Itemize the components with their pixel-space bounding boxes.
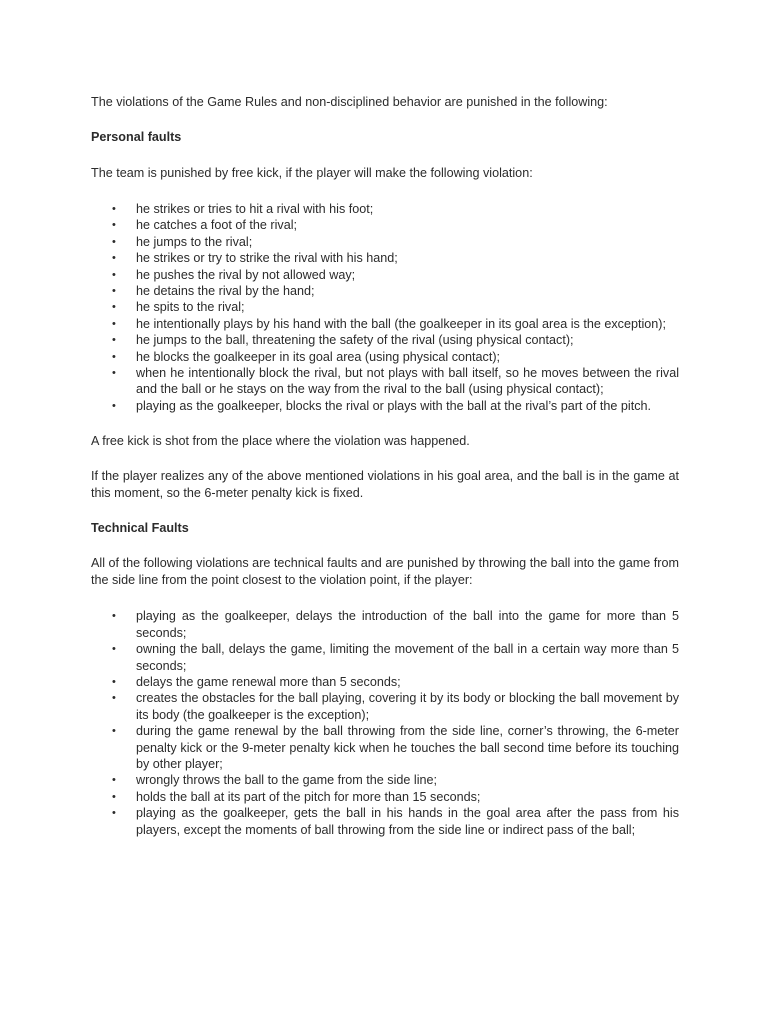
bullet-icon: • bbox=[112, 301, 116, 314]
list-item-text: he jumps to the rival; bbox=[136, 234, 253, 249]
list-item bbox=[91, 201, 679, 217]
list-item bbox=[91, 250, 679, 266]
list-item-text: playing as the goalkeeper, delays the introduction of the ball into the game for more than 5 seconds; bbox=[136, 609, 679, 640]
list-item-text: owning the ball, delays the game, limiting the movement of the ball in a certain way more than 5 seconds; bbox=[136, 642, 679, 673]
list-item bbox=[91, 789, 679, 805]
personal-faults-list bbox=[91, 201, 679, 414]
list-item bbox=[91, 365, 679, 398]
list-item bbox=[91, 723, 679, 772]
list-item bbox=[91, 234, 679, 250]
list-item bbox=[91, 299, 679, 315]
list-item-text: he strikes or try to strike the rival with his hand; bbox=[136, 251, 398, 266]
list-item-text: he jumps to the ball, threatening the safety of the rival (using physical contact); bbox=[136, 333, 574, 348]
bullet-icon: • bbox=[112, 285, 116, 298]
list-item bbox=[91, 332, 679, 348]
bullet-icon: • bbox=[112, 350, 116, 363]
bullet-icon: • bbox=[112, 692, 116, 705]
list-item-text: he detains the rival by the hand; bbox=[136, 284, 315, 299]
list-item bbox=[91, 283, 679, 299]
list-item-text: holds the ball at its part of the pitch for more than 15 seconds; bbox=[136, 789, 481, 804]
bullet-icon: • bbox=[112, 317, 116, 330]
technical-faults-heading: Technical Faults bbox=[91, 521, 189, 536]
list-item bbox=[91, 349, 679, 365]
list-item bbox=[91, 398, 679, 414]
list-item-text: he intentionally plays by his hand with the ball (the goalkeeper in its goal area is the exception); bbox=[136, 316, 666, 331]
goal-area-note: If the player realizes any of the above mentioned violations in his goal area, and the ball is in the game at this moment, so the 6-meter penalty kick is fixed. bbox=[91, 469, 679, 501]
bullet-icon: • bbox=[112, 219, 116, 232]
list-item bbox=[91, 217, 679, 233]
bullet-icon: • bbox=[112, 399, 116, 412]
list-item bbox=[91, 608, 679, 641]
list-item-text: he blocks the goalkeeper in its goal area (using physical contact); bbox=[136, 349, 501, 364]
bullet-icon: • bbox=[112, 610, 116, 623]
list-item-text: during the game renewal by the ball throwing from the side line, corner’s throwing, the 6-meter penalty kick or the 9-meter penalty kick when he touches the ball second time before its touching by other player; bbox=[136, 724, 679, 771]
list-item-text: he spits to the rival; bbox=[136, 300, 245, 315]
personal-faults-lead: The team is punished by free kick, if the player will make the following violation: bbox=[91, 166, 533, 180]
list-item-text: wrongly throws the ball to the game from the side line; bbox=[136, 773, 438, 788]
list-item-text: creates the obstacles for the ball playing, covering it by its body or blocking the ball movement by its body (the goalkeeper is the exception); bbox=[136, 691, 679, 722]
list-item bbox=[91, 805, 679, 838]
bullet-icon: • bbox=[112, 790, 116, 803]
list-item-text: when he intentionally block the rival, but not plays with ball itself, so he moves between the rival and the ball or he stays on the way from the rival to the ball (using physical contact); bbox=[136, 366, 679, 397]
list-item bbox=[91, 690, 679, 723]
list-item-text: he catches a foot of the rival; bbox=[136, 218, 298, 233]
list-item-text: playing as the goalkeeper, blocks the rival or plays with the ball at the rival’s part of the pitch. bbox=[136, 398, 651, 413]
bullet-icon: • bbox=[112, 268, 116, 281]
list-item bbox=[91, 641, 679, 674]
list-item-text: playing as the goalkeeper, gets the ball in his hands in the goal area after the pass from his players, except the moments of ball throwing from the side line or indirect pass of the ball; bbox=[136, 806, 679, 837]
bullet-icon: • bbox=[112, 675, 116, 688]
list-item-text: he pushes the rival by not allowed way; bbox=[136, 267, 356, 282]
list-item bbox=[91, 772, 679, 788]
bullet-icon: • bbox=[112, 235, 116, 248]
list-item bbox=[91, 316, 679, 332]
bullet-icon: • bbox=[112, 252, 116, 265]
personal-faults-heading: Personal faults bbox=[91, 130, 182, 144]
bullet-icon: • bbox=[112, 367, 116, 380]
bullet-icon: • bbox=[112, 807, 116, 820]
intro-paragraph: The violations of the Game Rules and non-disciplined behavior are punished in the following: bbox=[91, 95, 608, 109]
technical-faults-list bbox=[91, 608, 679, 838]
technical-faults-lead: All of the following violations are technical faults and are punished by throwing the ball into the game from the side line from the point closest to the violation point, if the player: bbox=[91, 556, 679, 588]
list-item-text: delays the game renewal more than 5 seconds; bbox=[136, 674, 401, 689]
bullet-icon: • bbox=[112, 725, 116, 738]
bullet-icon: • bbox=[112, 774, 116, 787]
free-kick-note: A free kick is shot from the place where the violation was happened. bbox=[91, 434, 470, 449]
bullet-icon: • bbox=[112, 203, 116, 215]
bullet-icon: • bbox=[112, 334, 116, 347]
list-item bbox=[91, 674, 679, 690]
bullet-icon: • bbox=[112, 643, 116, 656]
list-item-text: he strikes or tries to hit a rival with his foot; bbox=[136, 202, 374, 216]
list-item bbox=[91, 267, 679, 283]
document-page bbox=[91, 94, 679, 838]
